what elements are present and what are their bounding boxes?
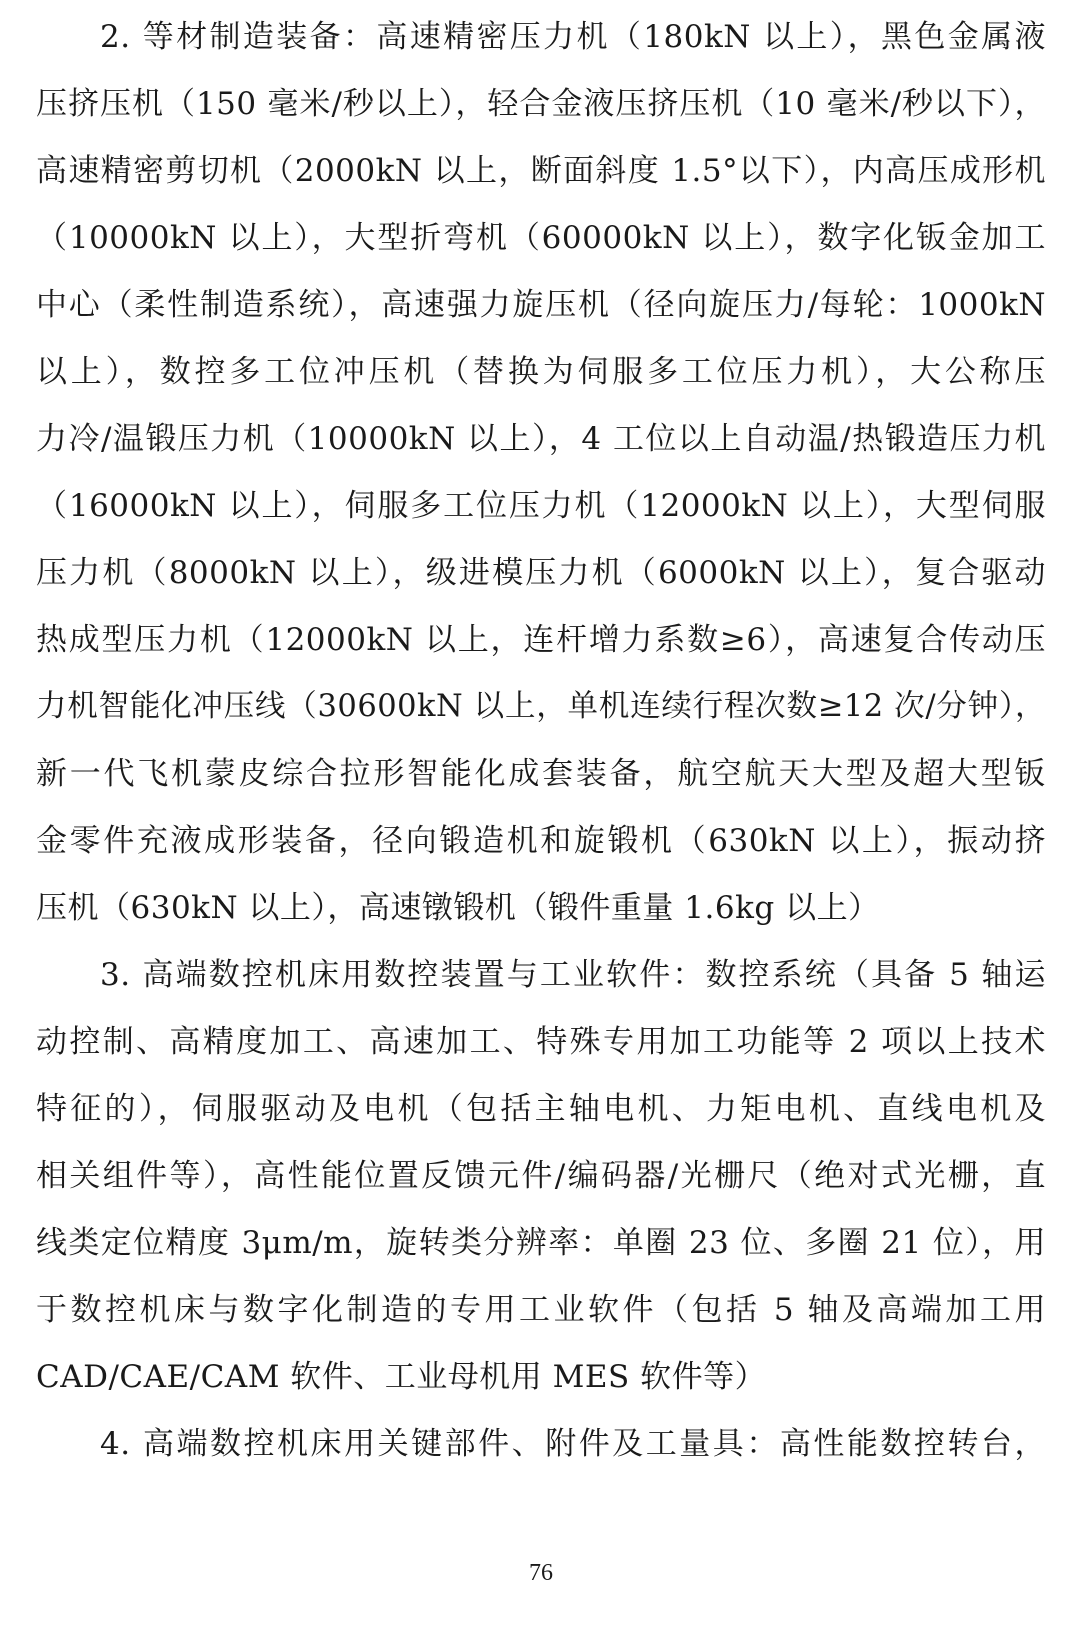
paragraph-3-line-3: 特征的），伺服驱动及电机（包括主轴电机、力矩电机、直线电机及 — [36, 1091, 1046, 1127]
paragraph-2-line-1: 2. 等材制造装备：高速精密压力机（180kN 以上），黑色金属液 — [100, 19, 1046, 55]
paragraph-2-line-13: 金零件充液成形装备，径向锻造机和旋锻机（630kN 以上），振动挤 — [36, 823, 1046, 859]
paragraph-4-line-1: 4. 高端数控机床用关键部件、附件及工量具：高性能数控转台， — [100, 1426, 1046, 1462]
page-number: 76 — [529, 1560, 553, 1586]
paragraph-3-line-5: 线类定位精度 3μm/m，旋转类分辨率：单圈 23 位、多圈 21 位），用 — [36, 1225, 1046, 1261]
paragraph-2-line-4: （10000kN 以上），大型折弯机（60000kN 以上），数字化钣金加工 — [36, 220, 1046, 256]
paragraph-2-line-14: 压机（630kN 以上），高速镦锻机（锻件重量 1.6kg 以上） — [36, 890, 880, 926]
document-page — [36, 0, 1046, 1632]
paragraph-2-line-2: 压挤压机（150 毫米/秒以上），轻合金液压挤压机（10 毫米/秒以下）， — [36, 86, 1046, 122]
paragraph-2-line-7: 力冷/温锻压力机（10000kN 以上），4 工位以上自动温/热锻造压力机 — [36, 421, 1046, 457]
paragraph-3-line-1: 3. 高端数控机床用数控装置与工业软件：数控系统（具备 5 轴运 — [100, 957, 1046, 993]
paragraph-3-line-7: CAD/CAE/CAM 软件、工业母机用 MES 软件等） — [36, 1359, 767, 1395]
paragraph-2-line-3: 高速精密剪切机（2000kN 以上，断面斜度 1.5°以下），内高压成形机 — [36, 153, 1046, 189]
paragraph-3-line-2: 动控制、高精度加工、高速加工、特殊专用加工功能等 2 项以上技术 — [36, 1024, 1046, 1060]
paragraph-2-line-8: （16000kN 以上），伺服多工位压力机（12000kN 以上），大型伺服 — [36, 488, 1046, 524]
paragraph-2-line-10: 热成型压力机（12000kN 以上，连杆增力系数≥6），高速复合传动压 — [36, 622, 1046, 658]
paragraph-3-line-6: 于数控机床与数字化制造的专用工业软件（包括 5 轴及高端加工用 — [36, 1292, 1046, 1328]
paragraph-2-line-6: 以上），数控多工位冲压机（替换为伺服多工位压力机），大公称压 — [36, 354, 1046, 390]
paragraph-2-line-9: 压力机（8000kN 以上），级进模压力机（6000kN 以上），复合驱动 — [36, 555, 1046, 591]
paragraph-3-line-4: 相关组件等），高性能位置反馈元件/编码器/光栅尺（绝对式光栅，直 — [36, 1158, 1046, 1194]
paragraph-2-line-5: 中心（柔性制造系统），高速强力旋压机（径向旋压力/每轮：1000kN — [36, 287, 1046, 323]
paragraph-2-line-11: 力机智能化冲压线（30600kN 以上，单机连续行程次数≥12 次/分钟）， — [36, 689, 1046, 724]
paragraph-2-line-12: 新一代飞机蒙皮综合拉形智能化成套装备，航空航天大型及超大型钣 — [36, 756, 1046, 792]
